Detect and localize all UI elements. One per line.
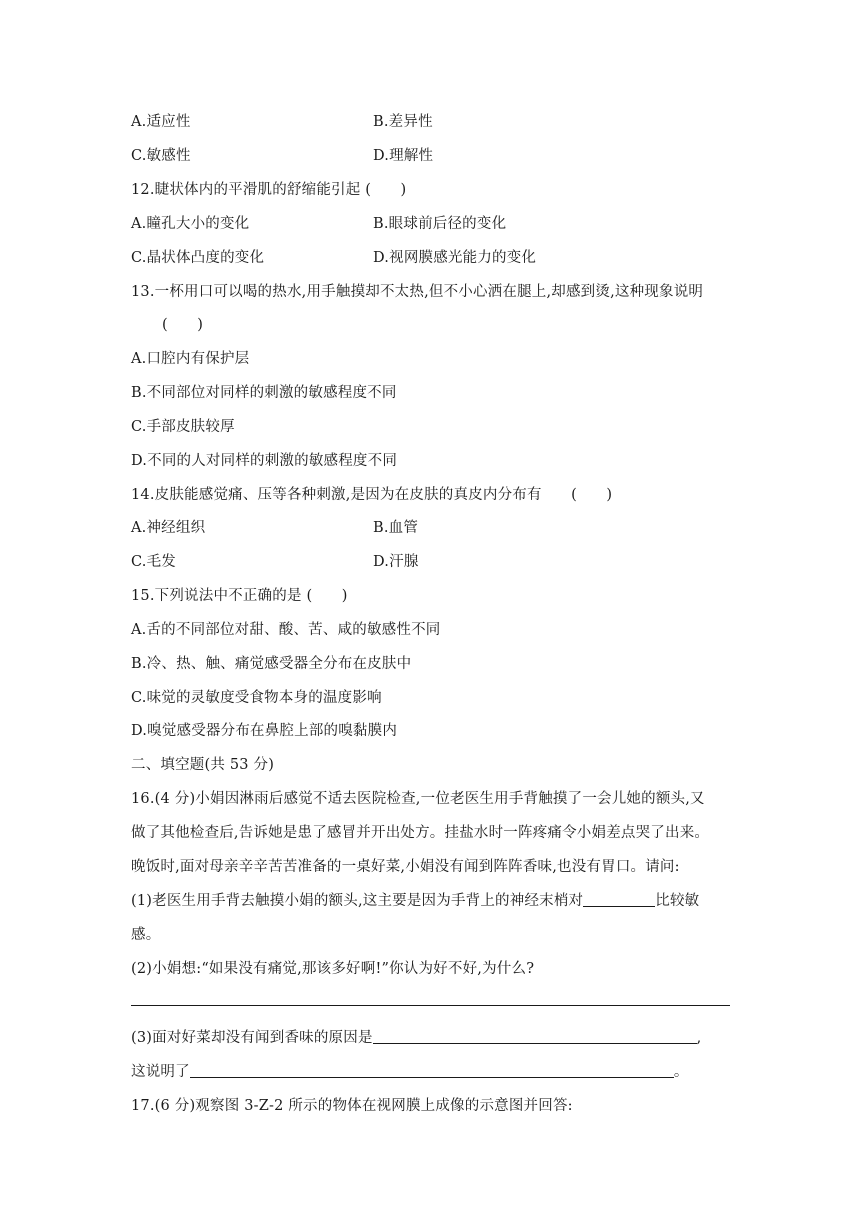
q16-sub3-second-answer-blank[interactable] bbox=[190, 1063, 674, 1078]
q16-sub1-text: (1)老医生用手背去触摸小娟的额头,这主要是因为手背上的神经末梢对 bbox=[131, 893, 584, 909]
q12-option-d: D.视网膜感光能力的变化 bbox=[373, 250, 537, 266]
q14-option-a: A.神经组织 bbox=[131, 520, 206, 536]
q15-option-c: C.味觉的灵敏度受食物本身的温度影响 bbox=[131, 690, 382, 706]
q14-option-c: C.毛发 bbox=[131, 554, 176, 570]
q15-option-a: A.舌的不同部位对甜、酸、苦、咸的敏感性不同 bbox=[131, 622, 441, 638]
q12-stem: 12.睫状体内的平滑肌的舒缩能引起 ( ) bbox=[131, 182, 407, 198]
q13-stem: 13.一杯用口可以喝的热水,用手触摸却不太热,但不小心洒在腿上,却感到烫,这种现象说明 bbox=[131, 284, 704, 300]
q16-sub3-answer-blank[interactable] bbox=[373, 1029, 697, 1044]
q16-sub3-second-text-end: 。 bbox=[673, 1064, 689, 1080]
section-title: 二、填空题(共 53 分) bbox=[131, 757, 275, 773]
q12-option-c: C.晶状体凸度的变化 bbox=[131, 250, 265, 266]
q16-line-2: 做了其他检查后,告诉她是患了感冒并开出处方。挂盐水时一阵疼痛令小娟差点哭了出来。 bbox=[131, 825, 710, 841]
q16-sub2-answer-line[interactable] bbox=[131, 1005, 730, 1006]
q16-line-3: 晚饭时,面对母亲辛辛苦苦准备的一桌好菜,小娟没有闻到阵阵香味,也没有胃口。请问: bbox=[131, 859, 680, 875]
q16-sub3-second bbox=[131, 1063, 689, 1081]
q16-sub3-text: (3)面对好菜却没有闻到香味的原因是 bbox=[131, 1030, 373, 1046]
q16-sub1-answer-blank[interactable] bbox=[583, 892, 655, 907]
q16-sub3-text-end: , bbox=[696, 1030, 702, 1046]
q13-option-b: B.不同部位对同样的刺激的敏感程度不同 bbox=[131, 385, 397, 401]
q15-stem: 15.下列说法中不正确的是 ( ) bbox=[131, 588, 348, 604]
q16-sub1-continued: 感。 bbox=[131, 927, 161, 943]
q11-option-c: C.敏感性 bbox=[131, 148, 191, 164]
q16-sub3-second-text: 这说明了 bbox=[131, 1064, 190, 1080]
q16-sub1 bbox=[131, 892, 699, 910]
q16-sub3 bbox=[131, 1029, 701, 1047]
q15-option-b: B.冷、热、触、痛觉感受器全分布在皮肤中 bbox=[131, 656, 412, 672]
q14-option-d: D.汗腺 bbox=[373, 554, 419, 570]
q12-option-a: A.瞳孔大小的变化 bbox=[131, 216, 250, 232]
q14-stem: 14.皮肤能感觉痛、压等各种刺激,是因为在皮肤的真皮内分布有 ( ) bbox=[131, 487, 613, 503]
q11-option-b: B.差异性 bbox=[373, 114, 433, 130]
q11-option-a: A.适应性 bbox=[131, 114, 191, 130]
q16-sub1-text-end: 比较敏 bbox=[655, 893, 700, 909]
q12-option-b: B.眼球前后径的变化 bbox=[373, 216, 507, 232]
q11-option-d: D.理解性 bbox=[373, 148, 434, 164]
q15-option-d: D.嗅觉感受器分布在鼻腔上部的嗅黏膜内 bbox=[131, 723, 398, 739]
q17-stem: 17.(6 分)观察图 3-Z-2 所示的物体在视网膜上成像的示意图并回答: bbox=[131, 1098, 573, 1114]
q13-option-d: D.不同的人对同样的刺激的敏感程度不同 bbox=[131, 453, 398, 469]
q13-answer-paren: ( ) bbox=[162, 317, 204, 333]
q13-option-c: C.手部皮肤较厚 bbox=[131, 419, 235, 435]
q16-line-1: 16.(4 分)小娟因淋雨后感觉不适去医院检查,一位老医生用手背触摸了一会儿她的额头,又 bbox=[131, 791, 705, 807]
q13-option-a: A.口腔内有保护层 bbox=[131, 351, 250, 367]
q14-option-b: B.血管 bbox=[373, 520, 419, 536]
q16-sub2: (2)小娟想:“如果没有痛觉,那该多好啊!”你认为好不好,为什么? bbox=[131, 961, 535, 977]
